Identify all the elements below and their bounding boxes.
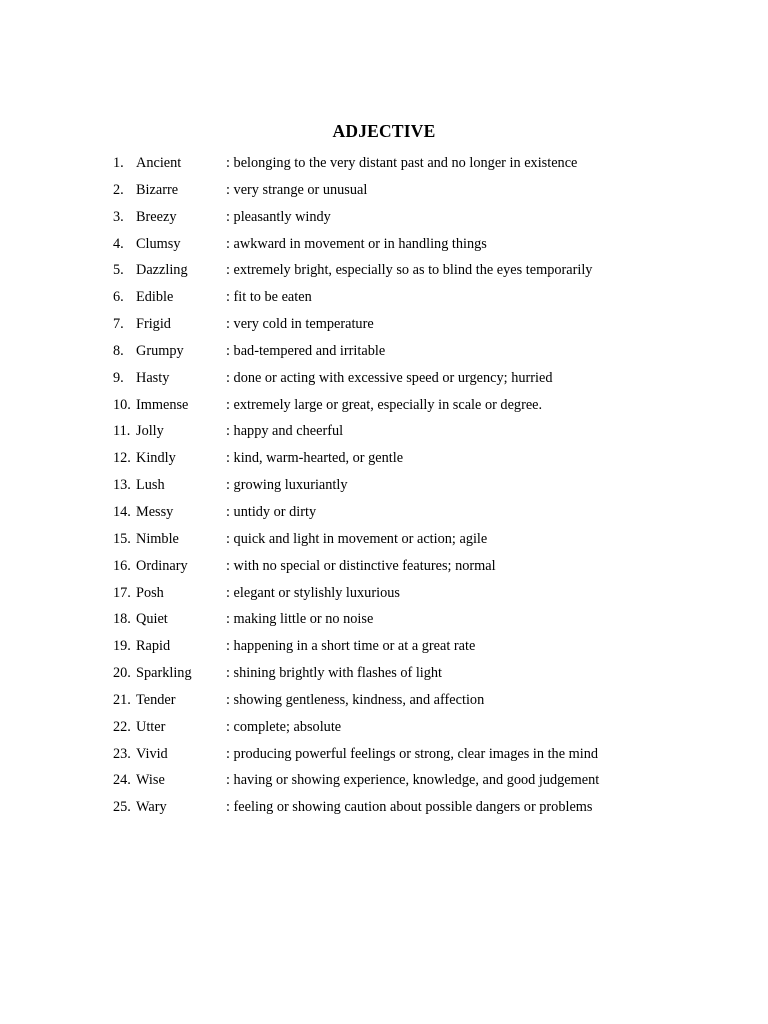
entry-definition: : growing luxuriantly [226, 477, 348, 494]
list-item [113, 260, 733, 287]
entry-number: 7. [113, 316, 124, 333]
entry-word: Wise [136, 772, 165, 789]
list-item [113, 717, 733, 744]
entry-number: 25. [113, 799, 131, 816]
entry-number: 2. [113, 181, 124, 198]
entry-word: Lush [136, 477, 165, 494]
list-item [113, 529, 733, 556]
list-item [113, 234, 733, 261]
entry-word: Vivid [136, 745, 168, 762]
list-item [113, 207, 733, 234]
entry-number: 16. [113, 557, 131, 574]
entry-definition: : happy and cheerful [226, 423, 344, 440]
list-item [113, 448, 733, 475]
list-item [113, 368, 733, 395]
entry-word: Kindly [136, 450, 176, 467]
entry-word: Clumsy [136, 235, 181, 252]
entry-number: 11. [113, 423, 131, 440]
adjective-list [113, 153, 733, 824]
entry-number: 15. [113, 530, 131, 547]
entry-number: 24. [113, 772, 131, 789]
entry-definition: : untidy or dirty [226, 503, 317, 520]
entry-definition: : feeling or showing caution about possible dangers or problems [226, 799, 593, 816]
entry-definition: : making little or no noise [226, 611, 374, 628]
entry-definition: : quick and light in movement or action; agile [226, 530, 488, 547]
list-item [113, 287, 733, 314]
entry-word: Grumpy [136, 342, 184, 359]
entry-definition: : elegant or stylishly luxurious [226, 584, 400, 601]
entry-definition: : very strange or unusual [226, 181, 368, 198]
entry-word: Jolly [136, 423, 164, 440]
entry-number: 21. [113, 691, 131, 708]
list-item [113, 341, 733, 368]
entry-number: 12. [113, 450, 131, 467]
list-item [113, 502, 733, 529]
entry-word: Sparkling [136, 665, 192, 682]
entry-definition: : kind, warm-hearted, or gentle [226, 450, 404, 467]
entry-number: 17. [113, 584, 131, 601]
list-item [113, 153, 733, 180]
entry-definition: : extremely large or great, especially in scale or degree. [226, 396, 543, 413]
entry-number: 14. [113, 503, 131, 520]
entry-number: 20. [113, 665, 131, 682]
entry-number: 5. [113, 262, 124, 279]
entry-word: Breezy [136, 208, 177, 225]
entry-definition: : fit to be eaten [226, 289, 312, 306]
entry-definition: : belonging to the very distant past and no longer in existence [226, 155, 578, 171]
entry-definition: : awkward in movement or in handling things [226, 235, 487, 252]
entry-word: Bizarre [136, 181, 179, 198]
list-item [113, 636, 733, 663]
entry-definition: : complete; absolute [226, 718, 342, 735]
entry-definition: : bad-tempered and irritable [226, 342, 386, 359]
entry-word: Posh [136, 584, 164, 601]
entry-word: Utter [136, 718, 166, 735]
list-item [113, 556, 733, 583]
list-item [113, 690, 733, 717]
list-item [113, 797, 733, 824]
entry-word: Nimble [136, 530, 179, 547]
entry-word: Frigid [136, 316, 171, 333]
entry-word: Hasty [136, 369, 170, 386]
entry-number: 18. [113, 611, 131, 628]
list-item [113, 314, 733, 341]
entry-definition: : producing powerful feelings or strong, clear images in the mind [226, 745, 599, 762]
entry-definition: : pleasantly windy [226, 208, 331, 225]
entry-number: 3. [113, 208, 124, 225]
entry-number: 8. [113, 342, 124, 359]
entry-definition: : happening in a short time or at a great rate [226, 638, 476, 655]
entry-word: Tender [136, 691, 176, 708]
list-item [113, 180, 733, 207]
entry-number: 4. [113, 235, 124, 252]
entry-word: Messy [136, 503, 174, 520]
entry-definition: : shining brightly with flashes of light [226, 665, 443, 682]
list-item [113, 421, 733, 448]
list-item [113, 475, 733, 502]
entry-number: 22. [113, 718, 131, 735]
entry-word: Rapid [136, 638, 171, 655]
entry-word: Ordinary [136, 557, 188, 574]
entry-word: Quiet [136, 611, 168, 628]
entry-number: 19. [113, 638, 131, 655]
entry-definition: : very cold in temperature [226, 316, 374, 333]
entry-word: Ancient [136, 155, 182, 171]
entry-definition: : showing gentleness, kindness, and affection [226, 691, 485, 708]
entry-definition: : extremely bright, especially so as to blind the eyes temporarily [226, 262, 593, 279]
entry-number: 23. [113, 745, 131, 762]
entry-word: Immense [136, 396, 189, 413]
list-item [113, 583, 733, 610]
list-item [113, 609, 733, 636]
entry-definition: : with no special or distinctive features; normal [226, 557, 496, 574]
list-item [113, 663, 733, 690]
entry-word: Dazzling [136, 262, 188, 279]
entry-word: Wary [136, 799, 167, 816]
list-item [113, 744, 733, 771]
page-title: ADJECTIVE [332, 121, 436, 141]
entry-number: 1. [113, 155, 124, 171]
entry-definition: : done or acting with excessive speed or urgency; hurried [226, 369, 553, 386]
entry-number: 10. [113, 396, 131, 413]
list-item [113, 770, 733, 797]
entry-number: 9. [113, 369, 124, 386]
list-item [113, 395, 733, 422]
entry-number: 6. [113, 289, 124, 306]
entry-definition: : having or showing experience, knowledge, and good judgement [226, 772, 600, 789]
entry-number: 13. [113, 477, 131, 494]
entry-word: Edible [136, 289, 174, 306]
